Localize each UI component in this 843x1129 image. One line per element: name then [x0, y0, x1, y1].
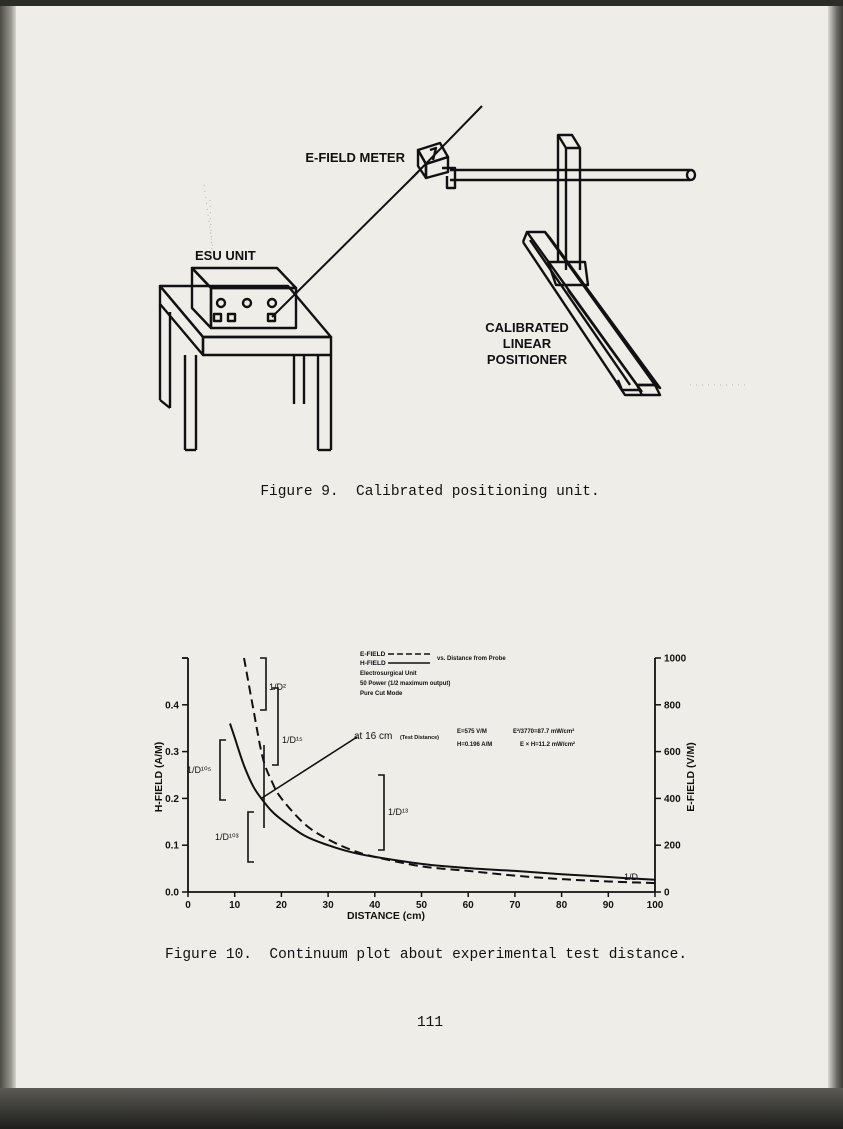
y-axis-right-label: E-FIELD (V/M) [685, 742, 697, 812]
label-d103: 1/D¹⁰³ [215, 832, 239, 842]
page-number: 111 [416, 1015, 444, 1031]
x-tick-label: 30 [322, 900, 334, 911]
y-right-tick-label: 800 [664, 700, 681, 712]
x-tick-label: 100 [646, 900, 664, 911]
e-value: E=575 V/M [457, 729, 487, 735]
y-right-tick-label: 200 [664, 840, 681, 852]
label-d13: 1/D¹³ [388, 807, 408, 817]
positioner-label-1: CALIBRATED [485, 320, 569, 335]
legend-efield: E-FIELD [360, 651, 386, 658]
legend-line3: Electrosurgical Unit [360, 671, 417, 677]
positioner-label-3: POSITIONER [486, 352, 568, 367]
y-left-tick-label: 0.3 [165, 747, 179, 759]
esu-unit-label: ESU UNIT [195, 248, 256, 263]
y-left-tick-label: 0.0 [165, 887, 179, 899]
x-tick-label: 60 [462, 900, 474, 911]
x-tick-label: 10 [229, 900, 241, 911]
label-d105: 1/D¹⁰⁵ [187, 765, 212, 775]
e2-formula: E²/3770=87.7 mW/cm² [513, 729, 575, 735]
figure-9-caption: Figure 9. Calibrated positioning unit. [260, 484, 600, 500]
y-axis-left-label: H-FIELD (A/M) [153, 741, 165, 813]
positioner-label-2: LINEAR [502, 336, 552, 351]
x-tick-label: 20 [275, 900, 287, 911]
legend-line4: 50 Power (1/2 maximum output) [360, 681, 451, 687]
y-right-tick-label: 600 [664, 747, 681, 759]
test-distance-note: (Test Distance) [400, 735, 440, 741]
h-value: H=0.196 A/M [457, 742, 493, 748]
label-d1: 1/D [624, 872, 639, 882]
x-tick-label: 0 [185, 900, 191, 911]
y-left-tick-label: 0.4 [165, 700, 179, 712]
legend-vs: vs. Distance from Probe [437, 656, 506, 662]
label-d15: 1/D¹⁵ [282, 735, 303, 745]
x-tick-label: 70 [509, 900, 521, 911]
series-line-h-field [230, 724, 655, 880]
legend-line5: Pure Cut Mode [360, 691, 403, 697]
label-d2: 1/D² [269, 682, 287, 692]
exh-formula: E × H=11.2 mW/cm² [520, 742, 576, 748]
y-left-tick-label: 0.1 [165, 840, 179, 852]
x-tick-label: 80 [556, 900, 568, 911]
figure-10-caption: Figure 10. Continuum plot about experimental test distance. [164, 947, 688, 963]
x-axis-label: DISTANCE (cm) [347, 910, 425, 922]
y-right-tick-label: 1000 [664, 653, 687, 665]
efield-meter-label: E-FIELD METER [305, 150, 405, 165]
test-distance-label: at 16 cm [354, 731, 393, 742]
legend-hfield: H-FIELD [360, 660, 386, 667]
x-tick-label: 40 [369, 900, 381, 911]
y-right-tick-label: 400 [664, 793, 681, 805]
x-tick-label: 50 [415, 900, 428, 911]
x-tick-label: 90 [602, 900, 614, 911]
y-left-tick-label: 0.2 [165, 793, 179, 805]
y-right-tick-label: 0 [664, 887, 670, 899]
